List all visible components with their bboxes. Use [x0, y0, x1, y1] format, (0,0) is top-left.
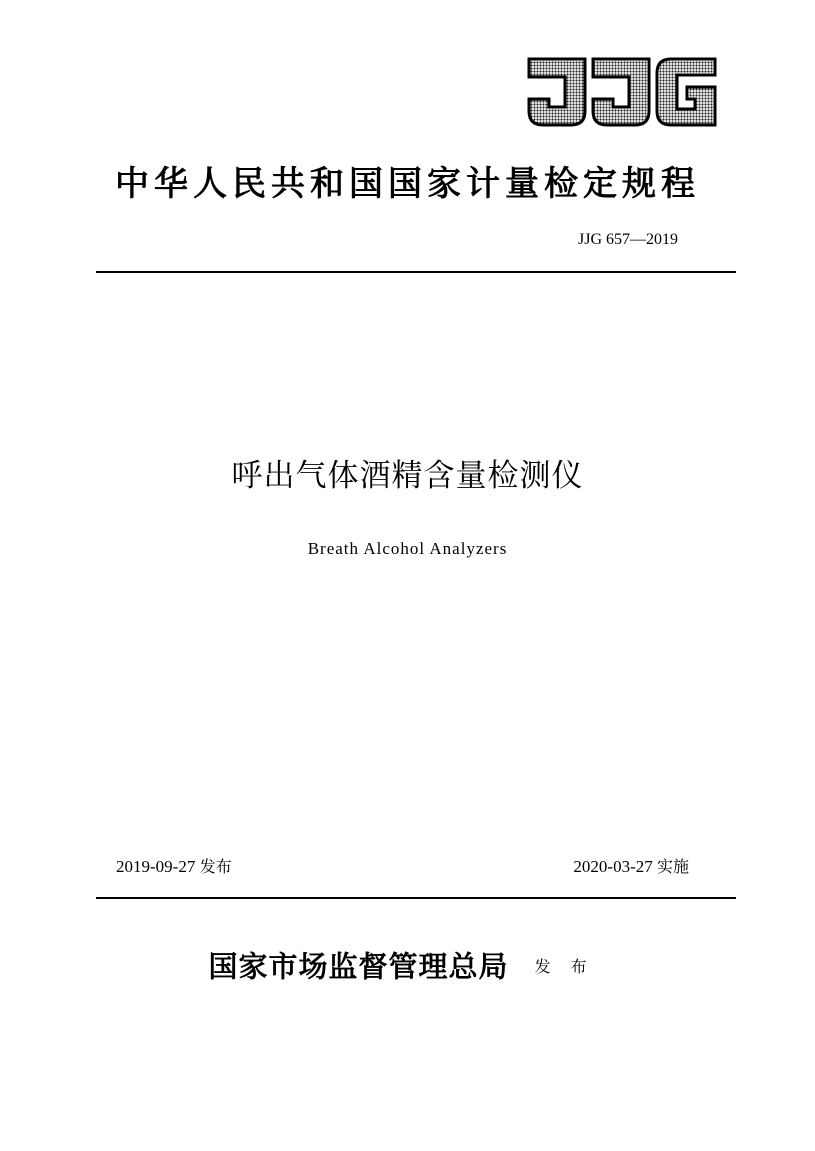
issue-date-label: 发布 [199, 857, 232, 876]
document-title-chinese: 呼出气体酒精含量检测仪 [231, 458, 584, 494]
implementation-date-label: 实施 [656, 857, 689, 876]
issue-date-value: 2019-09-27 [116, 857, 196, 876]
publisher-action: 发布 [534, 956, 607, 976]
top-divider [96, 271, 736, 273]
publisher-line [0, 944, 815, 989]
publisher-name: 国家市场监督管理总局 [208, 949, 509, 984]
regulation-category-title: 中华人民共和国国家计量检定规程 [115, 164, 700, 204]
jjg-logo-icon [527, 55, 717, 129]
implementation-date-value: 2020-03-27 [573, 857, 653, 876]
document-title-english: Breath Alcohol Analyzers [307, 539, 508, 558]
bottom-divider [96, 897, 736, 899]
issue-date [116, 856, 232, 878]
implementation-date [573, 856, 689, 878]
standard-number: JJG 657—2019 [577, 231, 678, 248]
